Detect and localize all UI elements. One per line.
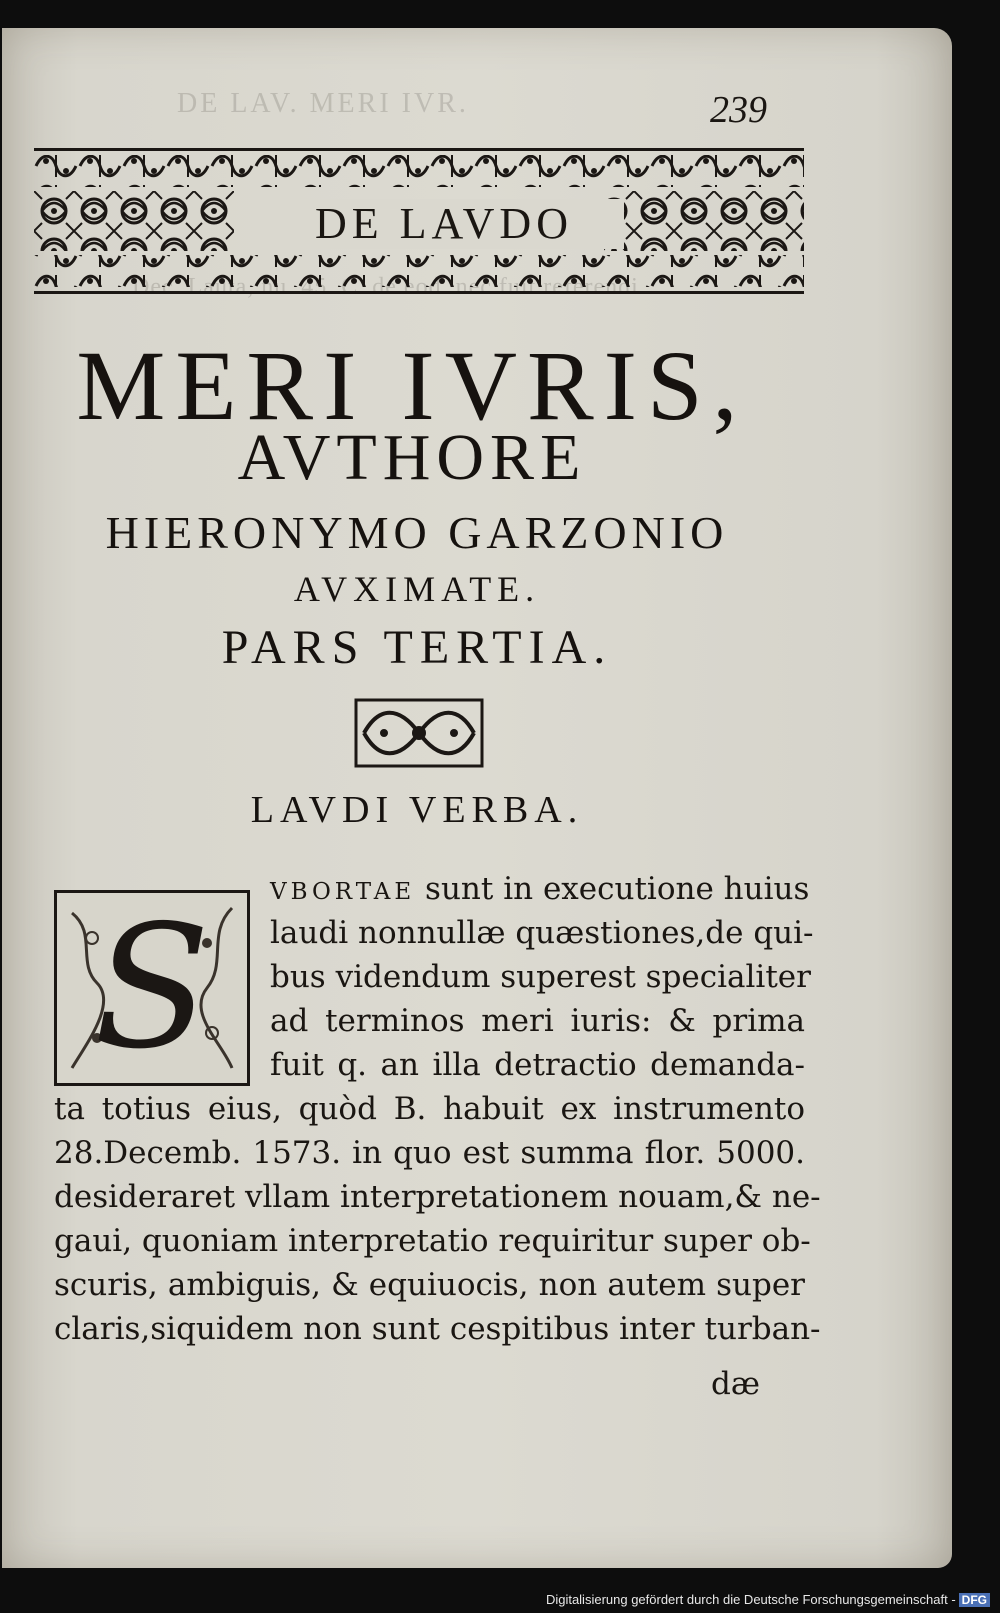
- body-line-9: gaui, quoniam interpretatio requiritur super ob-: [54, 1223, 811, 1259]
- page-number: 239: [710, 89, 767, 131]
- section-heading: LAVDI VERBA.: [250, 789, 584, 831]
- body-line-1-text: sunt in executione huius: [415, 871, 810, 907]
- title-line-3: HIERONYMO GARZONIO: [105, 507, 729, 558]
- body-line-5: fuit q. an illa detractio demanda-: [270, 1047, 805, 1083]
- title-line-1: MERI IVRIS,: [76, 330, 748, 441]
- body-line-11: claris,siquidem non sunt cespitibus inter turban-: [54, 1311, 821, 1347]
- catchword: dæ: [711, 1366, 760, 1402]
- body-line-7: 28.Decemb. 1573. in quo est summa flor. 5000.: [54, 1135, 805, 1171]
- body-line-2: laudi nonnullæ quæstiones,de qui-: [270, 915, 814, 951]
- digitization-credit: [546, 1592, 990, 1607]
- show-through-running-head: DE LAV. MERI IVR.: [177, 88, 469, 119]
- ornamental-headpiece: [34, 148, 804, 294]
- fleuron-ornament-icon: [354, 698, 484, 768]
- initial-letter: S: [93, 889, 211, 1087]
- body-line-6: ta totius eius, quòd B. habuit ex instrumento: [54, 1091, 805, 1127]
- title-line-4: AVXIMATE.: [293, 569, 541, 609]
- body-line-4: ad terminos meri iuris: & prima: [270, 1003, 805, 1039]
- running-header-title: DE LAVDO: [264, 199, 624, 249]
- first-word-smallcaps: VBORTAE: [270, 879, 416, 905]
- body-line-1: [270, 871, 810, 907]
- decorated-initial: [54, 890, 250, 1086]
- title-line-2: AVTHORE: [237, 421, 587, 494]
- body-line-10: scuris, ambiguis, & equiuocis, non autem super: [54, 1267, 805, 1303]
- dfg-logo: DFG: [959, 1593, 990, 1607]
- book-page: [2, 28, 952, 1568]
- title-line-5: PARS TERTIA.: [221, 621, 613, 674]
- body-line-8: desideraret vllam interpretationem nouam,& ne-: [54, 1179, 821, 1215]
- body-line-3: bus videndum superest specialiter: [270, 959, 811, 995]
- credit-text: Digitalisierung gefördert durch die Deutsche Forschungsgemeinschaft -: [545, 1592, 956, 1607]
